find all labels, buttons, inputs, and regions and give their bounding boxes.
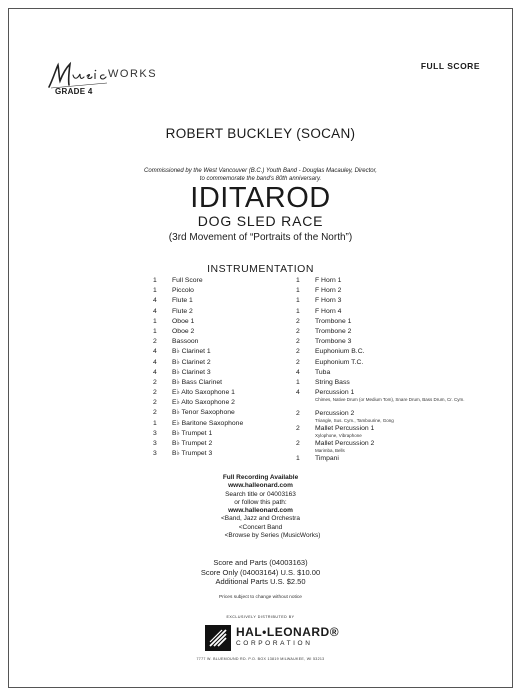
price-line: Score Only (04003164) U.S. $10.00 <box>200 567 321 577</box>
instrument-row <box>296 337 456 347</box>
instrument-quantity: 2 <box>296 338 300 346</box>
instrument-name: E♭ Baritone Saxophone <box>172 419 244 427</box>
instrument-quantity: 4 <box>153 358 157 366</box>
instrument-quantity: 2 <box>296 348 300 356</box>
instrument-quantity: 4 <box>296 389 300 397</box>
instrument-row <box>153 327 293 337</box>
instrument-name: B♭ Bass Clarinet <box>172 378 223 386</box>
hal-leonard-logo <box>204 621 354 655</box>
instrument-row <box>296 424 456 439</box>
commission-line: to commemorate the band's 80th anniversary. <box>199 175 322 182</box>
instrument-quantity: 1 <box>296 277 300 284</box>
instrument-quantity: 3 <box>153 450 157 458</box>
instrument-row <box>296 327 456 337</box>
instrumentation-heading: INSTRUMENTATION <box>207 263 314 275</box>
instrument-quantity: 4 <box>153 297 157 305</box>
instrument-quantity: 2 <box>296 440 300 448</box>
instrument-row <box>296 307 456 317</box>
recording-search-hint: Search title or 04003163 <box>225 490 296 498</box>
instrument-row <box>296 368 456 378</box>
instrument-quantity: 2 <box>296 358 300 366</box>
recording-path-step: <Band, Jazz and Orchestra <box>221 515 300 523</box>
instrument-name: Oboe 2 <box>172 327 195 335</box>
instrument-note: Marimba, Bells <box>315 447 345 453</box>
logo-works-text: WORKS <box>108 68 158 80</box>
instrument-row <box>153 286 293 296</box>
instrument-name: E♭ Alto Saxophone 1 <box>172 389 235 397</box>
instrument-name: E♭ Alto Saxophone 2 <box>172 399 235 407</box>
instrument-name: Oboe 1 <box>172 317 195 325</box>
recording-path-intro: or follow this path: <box>234 498 287 506</box>
instrument-name: F Horn 4 <box>315 307 342 315</box>
instrument-quantity: 2 <box>153 409 157 417</box>
commission-note <box>9 168 512 183</box>
distributor-label: EXCLUSIVELY DISTRIBUTED BY <box>226 615 295 619</box>
price-line: Score and Parts (04003163) <box>213 558 308 567</box>
instrument-quantity: 2 <box>296 425 300 433</box>
instrument-row <box>153 337 293 347</box>
instrument-row <box>296 378 456 388</box>
instrument-name: Timpani <box>315 455 339 463</box>
instrument-quantity: 1 <box>153 287 157 295</box>
instrument-name: Trombone 3 <box>315 338 352 346</box>
instrument-row <box>296 409 456 424</box>
movement-note: (3rd Movement of “Portraits of the North”) <box>168 232 353 243</box>
instrument-name: Bassoon <box>172 338 199 346</box>
instrument-name: String Bass <box>315 378 350 386</box>
instrument-row <box>153 449 293 459</box>
instrument-name: B♭ Trumpet 2 <box>172 440 213 447</box>
recording-site-link[interactable]: www.halleonard.com <box>228 482 293 490</box>
instrument-note: Triangle, Sus. Cym., Tambourine, Gong <box>315 417 394 423</box>
instrument-row <box>153 368 293 378</box>
distributor-address: 7777 W. BLUEMOUND RD. P.O. BOX 13819 MILWAUKEE, WI 53213 <box>196 657 325 661</box>
instrument-quantity: 1 <box>296 455 300 463</box>
instrumentation-left-column <box>153 276 293 459</box>
instrument-row <box>153 276 293 286</box>
instrument-quantity: 2 <box>153 338 157 346</box>
instrument-quantity: 3 <box>153 429 157 437</box>
recording-info <box>9 474 512 540</box>
instrument-name: Flute 1 <box>172 297 193 305</box>
instrument-quantity: 2 <box>153 399 157 407</box>
instrument-name: Percussion 1 <box>315 389 355 397</box>
instrument-quantity: 3 <box>153 440 157 447</box>
price-info <box>9 558 512 587</box>
recording-heading: Full Recording Available <box>222 474 299 481</box>
instrument-row <box>153 347 293 357</box>
instrument-name: Mallet Percussion 2 <box>315 440 375 448</box>
instrument-name: Mallet Percussion 1 <box>315 425 375 433</box>
instrument-row <box>153 408 293 418</box>
instrument-row <box>153 296 293 306</box>
instrument-row <box>153 439 293 449</box>
distributor-name: HAL•LEONARD® <box>236 625 340 639</box>
hal-leonard-emblem-icon <box>204 624 232 652</box>
instrument-row <box>296 388 465 409</box>
instrument-row <box>153 358 293 368</box>
instrument-row <box>153 419 293 429</box>
instrument-quantity: 2 <box>296 410 300 418</box>
instrument-name: B♭ Clarinet 1 <box>172 348 211 356</box>
instrument-row <box>296 317 456 327</box>
instrument-row <box>296 358 456 368</box>
instrument-quantity: 4 <box>153 307 157 315</box>
instrument-name: F Horn 1 <box>315 277 342 284</box>
instrument-quantity: 1 <box>153 277 157 284</box>
instrument-quantity: 4 <box>153 348 157 356</box>
instrument-quantity: 2 <box>153 389 157 397</box>
piece-title: IDITAROD <box>190 182 331 214</box>
instrument-row <box>296 454 456 464</box>
instrument-quantity: 4 <box>153 368 157 376</box>
instrument-name: B♭ Trumpet 1 <box>172 429 213 437</box>
recording-site-link-2[interactable]: www.halleonard.com <box>228 507 293 515</box>
instrument-row <box>153 388 293 398</box>
instrument-name: F Horn 3 <box>315 297 342 305</box>
piece-subtitle: DOG SLED RACE <box>197 213 324 229</box>
instrument-row <box>153 317 293 327</box>
instrument-row <box>296 296 456 306</box>
instrument-quantity: 1 <box>296 287 300 295</box>
instrument-name: B♭ Trumpet 3 <box>172 450 213 458</box>
recording-path-step: <Browse by Series (MusicWorks) <box>224 532 321 540</box>
instrument-name: F Horn 2 <box>315 287 342 295</box>
instrument-name: B♭ Clarinet 3 <box>172 368 211 376</box>
instrument-quantity: 4 <box>296 368 300 376</box>
full-score-label: FULL SCORE <box>420 61 480 71</box>
score-cover-page <box>8 8 513 688</box>
instrument-row <box>296 286 456 296</box>
instrument-name: Euphonium T.C. <box>315 358 364 366</box>
instrumentation-right-column <box>296 276 465 464</box>
instrument-quantity: 1 <box>153 419 157 427</box>
instrument-name: Full Score <box>172 277 203 284</box>
instrument-row <box>153 378 293 388</box>
instrument-name: Percussion 2 <box>315 410 355 418</box>
instrument-quantity: 2 <box>296 327 300 335</box>
price-notice: Prices subject to change without notice <box>219 595 302 600</box>
instrument-quantity: 1 <box>153 317 157 325</box>
instrument-name: Trombone 2 <box>315 327 352 335</box>
instrument-note: Xylophone, Vibraphone <box>315 432 362 438</box>
distributor-corporation: CORPORATION <box>236 640 313 647</box>
instrument-row <box>296 439 456 454</box>
instrument-quantity: 1 <box>296 307 300 315</box>
instrument-quantity: 2 <box>296 317 300 325</box>
instrument-quantity: 1 <box>296 378 300 386</box>
composer-name: ROBERT BUCKLEY (SOCAN) <box>165 126 356 141</box>
instrument-name: Piccolo <box>172 287 194 295</box>
commission-line: Commissioned by the West Vancouver (B.C.) Youth Band - Douglas Macauley, Director, <box>144 168 377 174</box>
instrument-row <box>296 347 456 357</box>
instrument-row <box>153 429 293 439</box>
instrument-row <box>296 276 456 286</box>
instrument-quantity: 1 <box>296 297 300 305</box>
instrument-name: Tuba <box>315 368 331 376</box>
grade-label: GRADE 4 <box>55 87 93 96</box>
instrument-name: B♭ Clarinet 2 <box>172 358 211 366</box>
instrument-note: Chimes, Native Drum (or Medium Tom), Snare Drum, Bass Drum, Cr. Cym. <box>315 396 465 402</box>
instrument-name: Flute 2 <box>172 307 193 315</box>
instrument-row <box>153 307 293 317</box>
instrument-name: Trombone 1 <box>315 317 352 325</box>
instrument-quantity: 2 <box>153 378 157 386</box>
price-line: Additional Parts U.S. $2.50 <box>215 577 306 586</box>
instrument-name: B♭ Tenor Saxophone <box>172 409 235 417</box>
instrument-row <box>153 398 293 408</box>
instrument-quantity: 1 <box>153 327 157 335</box>
instrument-name: Euphonium B.C. <box>315 348 365 356</box>
recording-path-step: <Concert Band <box>238 523 283 531</box>
